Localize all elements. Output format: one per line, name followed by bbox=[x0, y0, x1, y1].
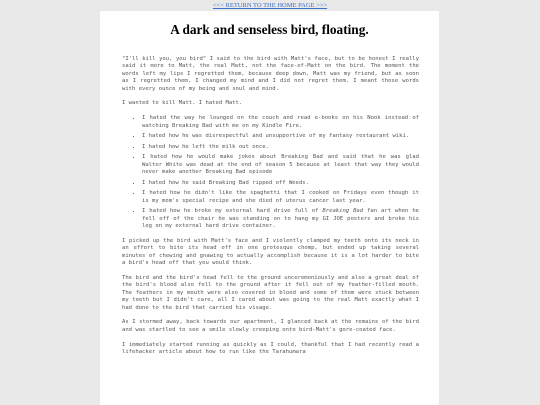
article-page bbox=[100, 11, 439, 405]
show-title: Breaking Bad bbox=[322, 208, 364, 215]
home-page-link[interactable]: <<< RETURN TO THE HOME PAGE >>> bbox=[212, 2, 328, 9]
body-paragraph: I picked up the bird with Matt's face and I violently clamped my teeth onto its neck in an effort to bite its head off in one grotesque chomp, but ended up taking several minutes of chewing and gnawing to actually accomplish because it is a lot harder to bite a bird's head off that you would think. bbox=[122, 238, 419, 267]
list-item: • I hated how he was disrespectful and unsupportive of my fantasy restaurant wiki. bbox=[142, 133, 419, 140]
body-paragraph: I immediately started running as quickly as I could, thankful that I had recently read a lifehacker article about how to run like the Tarahumara bbox=[122, 341, 419, 356]
intro-paragraph: "I'll kill you, you bird" I said to the bird with Matt's face, but to be honest I really said it more to Matt, the real Matt, not the face-of-Matt on the bird. The moment the words left my lips I regretted them, because deep down, Matt was my friend, but as soon as I regretted them, I changed my mind and I did not regret them. I meant those words with every ounce of my being and soul and mind. bbox=[122, 56, 419, 92]
body-paragraph: As I stormed away, back towards our apartment, I glanced back at the remains of the bird and was startled to see a smile slowly creeping onto bird-Matt's gore-coated face. bbox=[122, 319, 419, 333]
list-item-text: fan art when he fell off of the chair he was standing on to hang my GI JOE posters and broke his leg on my external hard drive container. bbox=[142, 208, 420, 230]
hate-list bbox=[122, 115, 419, 230]
list-item: • I hated how he said Breaking Bad ripped off Weeds. bbox=[142, 180, 419, 187]
list-item-text: I hated how he broke my external hard drive full of bbox=[142, 208, 323, 215]
list-item: • I hated how he would make jokes about Breaking Bad and said that he was glad Walter White was dead at the end of season 5 because at least that way they would never make another Breaking Bad episode bbox=[142, 154, 419, 176]
lead-paragraph: I wanted to kill Matt. I hated Matt. bbox=[122, 100, 243, 107]
page-title: A dark and senseless bird, floating. bbox=[170, 22, 369, 37]
article-body bbox=[122, 56, 419, 364]
body-paragraph: The bird and the bird's head fell to the ground unceremoniously and also a great deal of the bird's blood also fell to the ground after it fell out of my feather-filled mouth. The feathers in my mouth were also covered in blood and some of them were stuck between my teeth but I didn't care, all I cared about was going to the real Matt exactly what I had done to the bird that carried his visage. bbox=[122, 275, 419, 311]
list-item bbox=[142, 208, 419, 230]
list-item: • I hated how he left the milk out once. bbox=[142, 144, 419, 151]
list-item: • I hated the way he lounged on the couch and read e-books on his Nook instead of watching Breaking Bad with me on my Kindle Fire. bbox=[142, 115, 419, 130]
list-item: • I hated how he didn't like the spaghetti that I cooked on Fridays even though it is my mom's special recipe and she died of uterus cancer last year. bbox=[142, 190, 419, 205]
